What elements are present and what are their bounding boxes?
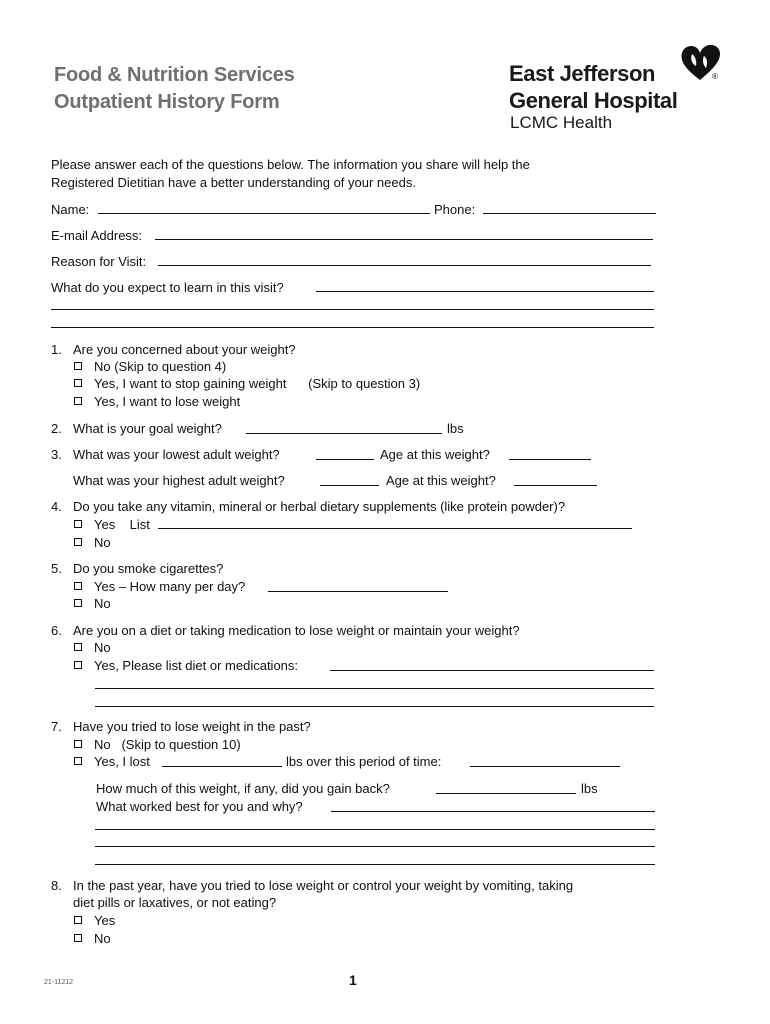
time-period-label: lbs over this period of time: xyxy=(286,754,442,769)
q6-option-yes-label: Yes, Please list diet or medications: xyxy=(94,658,299,673)
question-2-number: 2. xyxy=(51,421,62,436)
question-4-text: Do you take any vitamin, mineral or herbal dietary supplements (like protein powder)? xyxy=(73,499,566,514)
question-8 xyxy=(51,877,573,894)
name-field[interactable] xyxy=(98,213,430,214)
gain-back-field[interactable] xyxy=(436,793,576,794)
q7-option-yes[interactable] xyxy=(74,753,150,770)
question-5 xyxy=(51,560,223,577)
email-label: E-mail Address: xyxy=(51,228,143,243)
pounds-lost-field[interactable] xyxy=(162,766,282,767)
worked-best-field-line4[interactable] xyxy=(95,864,655,865)
lowest-age-label: Age at this weight? xyxy=(380,447,490,462)
q5-option-yes[interactable] xyxy=(74,578,245,595)
q7-option-no-label: No (Skip to question 10) xyxy=(94,737,241,752)
diet-medications-field-line2[interactable] xyxy=(95,688,654,689)
lowest-age-field[interactable] xyxy=(509,459,591,460)
question-7-text: Have you tried to lose weight in the past? xyxy=(73,719,311,734)
question-1 xyxy=(51,341,296,358)
q4-option-no[interactable] xyxy=(74,534,111,551)
question-3 xyxy=(51,446,280,463)
q4-option-no-label: No xyxy=(94,535,111,550)
email-field[interactable] xyxy=(155,239,653,240)
phone-field[interactable] xyxy=(483,213,656,214)
form-title xyxy=(54,62,295,116)
q8-option-no[interactable] xyxy=(74,930,111,947)
diet-medications-field[interactable] xyxy=(330,670,654,671)
question-4 xyxy=(51,498,565,515)
goal-weight-unit: lbs xyxy=(447,421,464,436)
gain-back-label: How much of this weight, if any, did you gain back? xyxy=(96,781,390,796)
checkbox[interactable] xyxy=(74,362,82,370)
expect-label: What do you expect to learn in this visit? xyxy=(51,280,284,295)
supplements-list-field[interactable] xyxy=(158,528,632,529)
question-3-number: 3. xyxy=(51,447,62,462)
question-5-number: 5. xyxy=(51,561,62,576)
checkbox[interactable] xyxy=(74,538,82,546)
q1-option-lose[interactable] xyxy=(74,393,240,410)
brand-name-line2: General Hospital xyxy=(509,88,678,113)
question-6 xyxy=(51,622,520,639)
question-1-text: Are you concerned about your weight? xyxy=(73,342,296,357)
question-7-number: 7. xyxy=(51,719,62,734)
q1-option-stop-gaining-label: Yes, I want to stop gaining weight (Skip to question 3) xyxy=(94,376,421,391)
question-3-lowest-text: What was your lowest adult weight? xyxy=(73,447,280,462)
reason-label: Reason for Visit: xyxy=(51,254,147,269)
q5-option-no-label: No xyxy=(94,596,111,611)
q1-option-no-label: No (Skip to question 4) xyxy=(94,359,227,374)
q8-option-no-label: No xyxy=(94,931,111,946)
worked-best-label: What worked best for you and why? xyxy=(96,799,303,814)
page-number: 1 xyxy=(349,972,357,988)
question-2-text: What is your goal weight? xyxy=(73,421,222,436)
checkbox[interactable] xyxy=(74,582,82,590)
reason-field[interactable] xyxy=(158,265,651,266)
highest-weight-label: What was your highest adult weight? xyxy=(73,473,285,488)
checkbox[interactable] xyxy=(74,740,82,748)
checkbox[interactable] xyxy=(74,643,82,651)
gain-back-unit: lbs xyxy=(581,781,598,796)
brand-name-line1: East Jefferson xyxy=(509,61,656,86)
question-2 xyxy=(51,420,222,437)
q7-option-no[interactable] xyxy=(74,736,241,753)
intro-line2: Registered Dietitian have a better understanding of your needs. xyxy=(51,175,416,190)
time-period-field[interactable] xyxy=(470,766,620,767)
worked-best-field-line2[interactable] xyxy=(95,829,655,830)
q8-option-yes-label: Yes xyxy=(94,913,116,928)
q1-option-lose-label: Yes, I want to lose weight xyxy=(94,394,241,409)
q5-option-no[interactable] xyxy=(74,595,111,612)
worked-best-field-line3[interactable] xyxy=(95,846,655,847)
expect-field[interactable] xyxy=(316,291,654,292)
question-5-text: Do you smoke cigarettes? xyxy=(73,561,224,576)
registered-mark: ® xyxy=(712,72,718,81)
expect-field-line3[interactable] xyxy=(51,327,654,328)
question-8-text-line2: diet pills or laxatives, or not eating? xyxy=(73,895,277,910)
highest-weight-field[interactable] xyxy=(320,485,379,486)
worked-best-field[interactable] xyxy=(331,811,655,812)
q7-option-yes-label: Yes, I lost xyxy=(94,754,150,769)
checkbox[interactable] xyxy=(74,397,82,405)
highest-age-label: Age at this weight? xyxy=(386,473,496,488)
checkbox[interactable] xyxy=(74,916,82,924)
question-8-text-line1: In the past year, have you tried to lose weight or control your weight by vomiting, taking xyxy=(73,878,574,893)
expect-field-line2[interactable] xyxy=(51,309,654,310)
question-4-number: 4. xyxy=(51,499,62,514)
checkbox[interactable] xyxy=(74,520,82,528)
q4-option-yes-label: Yes List xyxy=(94,517,150,532)
highest-age-field[interactable] xyxy=(514,485,597,486)
cigarettes-per-day-field[interactable] xyxy=(268,591,448,592)
checkbox[interactable] xyxy=(74,379,82,387)
checkbox[interactable] xyxy=(74,661,82,669)
q6-option-yes[interactable] xyxy=(74,657,298,674)
form-title-line1: Food & Nutrition Services xyxy=(54,64,295,86)
q4-option-yes[interactable] xyxy=(74,516,150,533)
q6-option-no[interactable] xyxy=(74,639,111,656)
brand-subtitle: LCMC Health xyxy=(510,113,613,132)
question-7 xyxy=(51,718,311,735)
q8-option-yes[interactable] xyxy=(74,912,115,929)
question-6-text: Are you on a diet or taking medication to lose weight or maintain your weight? xyxy=(73,623,520,638)
form-code: 21-11212 xyxy=(44,979,74,986)
question-6-number: 6. xyxy=(51,623,62,638)
phone-label: Phone: xyxy=(434,202,476,217)
q1-option-stop-gaining[interactable] xyxy=(74,375,420,392)
lowest-weight-field[interactable] xyxy=(316,459,374,460)
q5-option-yes-label: Yes – How many per day? xyxy=(94,579,246,594)
question-1-number: 1. xyxy=(51,342,62,357)
q6-option-no-label: No xyxy=(94,640,111,655)
intro-line1: Please answer each of the questions below. The information you share will help the xyxy=(51,157,530,172)
checkbox[interactable] xyxy=(74,934,82,942)
diet-medications-field-line3[interactable] xyxy=(95,706,654,707)
form-title-line2: Outpatient History Form xyxy=(54,91,280,113)
question-8-number: 8. xyxy=(51,878,62,893)
checkbox[interactable] xyxy=(74,599,82,607)
q1-option-no[interactable] xyxy=(74,358,226,375)
goal-weight-field[interactable] xyxy=(246,433,442,434)
checkbox[interactable] xyxy=(74,757,82,765)
name-label: Name: xyxy=(51,202,90,217)
